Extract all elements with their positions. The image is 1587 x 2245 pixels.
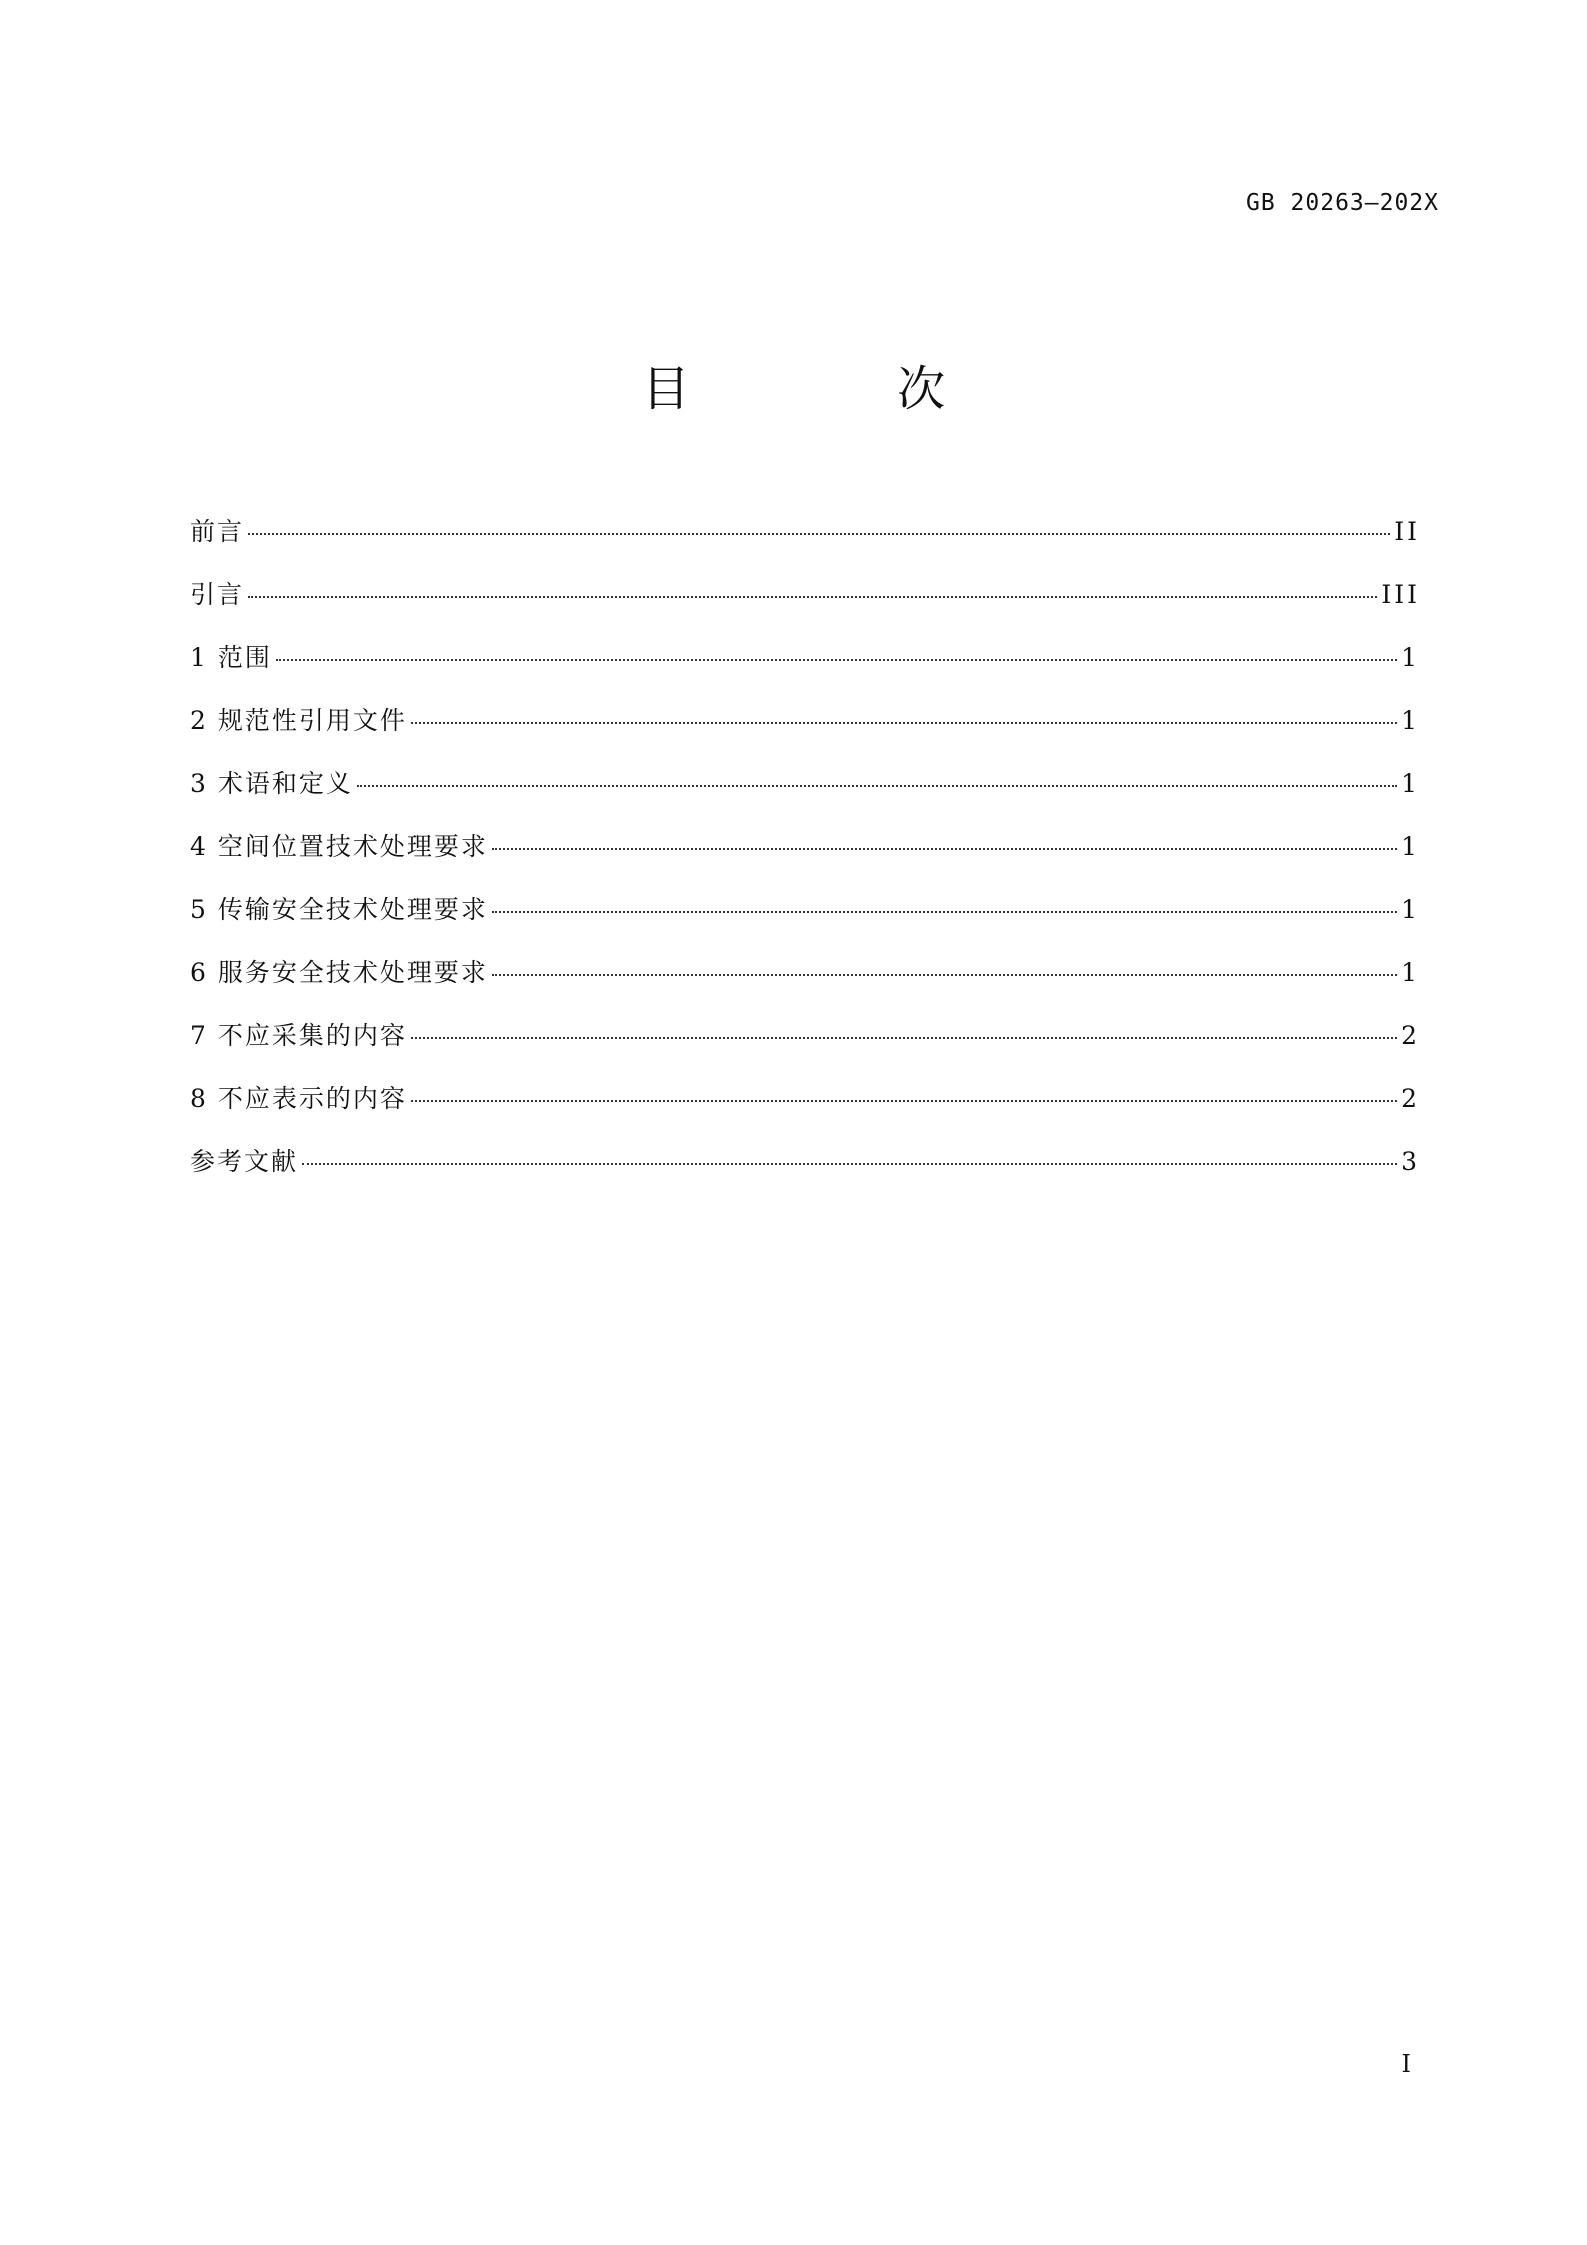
toc-dot-leader bbox=[492, 974, 1397, 976]
toc-entry-page: 1 bbox=[1401, 769, 1420, 798]
toc-entry[interactable] bbox=[190, 1079, 1420, 1142]
toc-entry-page: II bbox=[1394, 517, 1420, 546]
toc-entry-label: 6 服务安全技术处理要求 bbox=[190, 958, 488, 987]
toc-entry-label: 2 规范性引用文件 bbox=[190, 706, 407, 735]
toc-entry-page: III bbox=[1381, 580, 1420, 609]
toc-entry[interactable] bbox=[190, 638, 1420, 701]
toc-entry-page: 1 bbox=[1401, 958, 1420, 987]
toc-entry-label: 7 不应采集的内容 bbox=[190, 1021, 407, 1050]
toc-entry[interactable] bbox=[190, 1016, 1420, 1079]
toc-dot-leader bbox=[411, 722, 1397, 724]
toc-dot-leader bbox=[411, 1037, 1397, 1039]
toc-entry-label: 参考文献 bbox=[190, 1147, 299, 1176]
toc-entry-page: 1 bbox=[1401, 643, 1420, 672]
toc-title: 目 次 bbox=[641, 361, 1042, 417]
standard-code: GB 20263—202X bbox=[1245, 190, 1439, 216]
toc-dot-leader bbox=[302, 1163, 1397, 1165]
toc-dot-leader bbox=[248, 533, 1390, 535]
toc-entry-label: 1 范围 bbox=[190, 643, 272, 672]
page-number: I bbox=[1401, 2050, 1411, 2078]
toc-entry-label: 引言 bbox=[190, 580, 245, 609]
toc-dot-leader bbox=[248, 596, 1377, 598]
toc-entry-page: 3 bbox=[1401, 1147, 1420, 1176]
toc-entry-page: 2 bbox=[1401, 1084, 1420, 1113]
toc-dot-leader bbox=[492, 911, 1397, 913]
toc-entry-page: 2 bbox=[1401, 1021, 1420, 1050]
toc-entry-page: 1 bbox=[1401, 706, 1420, 735]
toc-entry[interactable] bbox=[190, 701, 1420, 764]
toc-entry[interactable] bbox=[190, 1142, 1420, 1205]
toc-entry[interactable] bbox=[190, 512, 1420, 575]
toc-dot-leader bbox=[276, 659, 1397, 661]
toc-entry-label: 前言 bbox=[190, 517, 245, 546]
toc-entry[interactable] bbox=[190, 890, 1420, 953]
toc-entry-label: 8 不应表示的内容 bbox=[190, 1084, 407, 1113]
toc-entry-label: 3 术语和定义 bbox=[190, 769, 353, 798]
toc-entry[interactable] bbox=[190, 953, 1420, 1016]
toc-dot-leader bbox=[411, 1100, 1397, 1102]
table-of-contents bbox=[190, 512, 1420, 1205]
toc-entry-label: 5 传输安全技术处理要求 bbox=[190, 895, 488, 924]
toc-entry[interactable] bbox=[190, 575, 1420, 638]
toc-entry-page: 1 bbox=[1401, 895, 1420, 924]
toc-entry[interactable] bbox=[190, 764, 1420, 827]
toc-dot-leader bbox=[492, 848, 1397, 850]
toc-entry[interactable] bbox=[190, 827, 1420, 890]
toc-entry-page: 1 bbox=[1401, 832, 1420, 861]
toc-entry-label: 4 空间位置技术处理要求 bbox=[190, 832, 488, 861]
toc-dot-leader bbox=[357, 785, 1397, 787]
